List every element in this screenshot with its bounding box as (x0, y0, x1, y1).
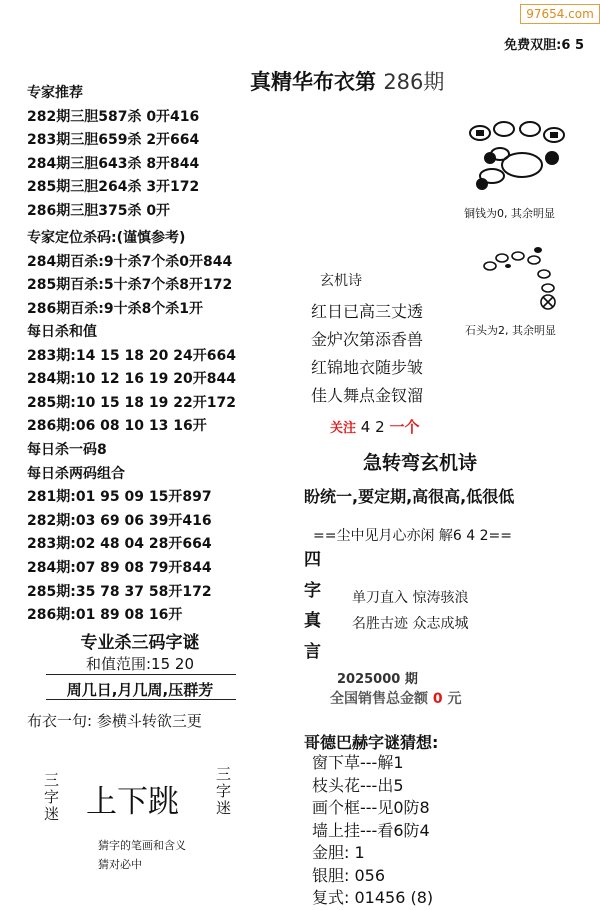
site-watermark: 97654.com (520, 4, 600, 24)
list-item: 窗下草---解1 (312, 753, 404, 772)
coin-caption: 铜钱为0, 其余明显 (464, 207, 555, 220)
focus-line (330, 416, 419, 437)
divider (46, 699, 236, 700)
list-item: 283期:02 48 04 28开664 (27, 536, 212, 553)
goebbels-heading: 哥德巴赫字谜猜想: (304, 733, 439, 752)
page-title (250, 66, 444, 96)
pro-kill-riddle: 周几日,月几周,压群芳 (66, 681, 214, 699)
list-item: 282期三胆587杀 0开416 (27, 108, 200, 125)
sum-range: 和值范围:15 20 (86, 655, 194, 673)
list-item: 283期:14 15 18 20 24开664 (27, 347, 236, 364)
goebbels-list (312, 752, 433, 910)
list-item: 286期:01 89 08 16开 (27, 607, 183, 624)
expert-heading: 专家推荐 (27, 85, 83, 101)
position-kill-heading: 专家定位杀码:(谨慎参考) (27, 230, 186, 246)
stone-drawing-icon (482, 244, 564, 312)
daily-sum-heading: 每日杀和值 (27, 324, 97, 340)
combo-count: (8) (410, 888, 434, 907)
list-item: 286期:06 08 10 13 16开 (27, 418, 207, 435)
poem-line: 金炉次第添香兽 (311, 330, 424, 349)
focus-numbers: 4 2 (360, 418, 385, 436)
sales-amount: 0 (432, 691, 443, 707)
mantra-char: 言 (304, 641, 321, 662)
riddle-note: 猜对必中 (98, 858, 142, 871)
list-item: 金胆: 1 (312, 843, 365, 862)
poem-line: 红日已高三丈透 (311, 302, 424, 321)
mantra-line: 名胜古迹 众志成城 (352, 616, 469, 632)
position-kill-section (27, 227, 232, 321)
riddle-note: 猜字的笔画和含义 (98, 839, 186, 852)
riddle-side-right: 三字迷 (216, 765, 232, 817)
divider (46, 674, 236, 675)
mantra-char: 四 (304, 550, 321, 570)
riddle-main: 上下跳 (86, 784, 179, 820)
list-item: 281期:01 95 09 15开897 (27, 489, 212, 506)
list-item: 285期百杀:5十杀7个杀8开172 (27, 277, 233, 294)
list-item: 枝头花---出5 (312, 775, 404, 795)
title-main: 真精华布衣第 (250, 70, 376, 94)
sales-label: 全国销售总金额 (330, 691, 428, 707)
combo-label: 复式: 01456 (312, 888, 406, 907)
poem-heading: 玄机诗 (320, 273, 362, 289)
pro-kill-heading: 专业杀三码字谜 (80, 633, 200, 653)
mantra-line: 单刀直入 惊涛骇浪 (352, 590, 469, 606)
mantra-char: 真 (304, 611, 321, 631)
riddle-side-left: 三字迷 (44, 771, 60, 823)
turn-line1: 盼统一,要定期,高很高,低很低 (304, 487, 515, 506)
buyi-line: 布衣一句: 参横斗转欲三更 (27, 712, 202, 730)
four-chars-label (304, 545, 321, 667)
list-item: 286期百杀:9十杀8个杀1开 (27, 300, 204, 317)
focus-label: 关注 (330, 421, 357, 436)
stone-caption: 石头为2, 其余明显 (465, 324, 556, 337)
list-item: 286期三胆375杀 0开 (27, 202, 171, 219)
list-item: 285期:35 78 37 58开172 (27, 583, 212, 600)
coin-drawing-icon (462, 118, 574, 198)
list-item: 284期:07 89 08 79开844 (27, 559, 212, 576)
sales-line (330, 688, 462, 708)
poem-line: 红锦地衣随步皱 (311, 358, 424, 377)
sales-issue: 2025000 期 (337, 672, 418, 687)
daily-two-heading: 每日杀两码组合 (27, 465, 125, 482)
list-item: 284期三胆643杀 8开844 (27, 155, 200, 172)
poem-lines (311, 298, 423, 410)
expert-section (27, 82, 199, 224)
list-item: 284期:10 12 16 19 20开844 (27, 371, 236, 388)
list-item: 285期三胆264杀 3开172 (27, 179, 200, 196)
focus-suffix: 一个 (389, 418, 420, 436)
list-item: 银胆: 056 (312, 865, 386, 885)
turn-line2: ==尘中见月心亦闲 解6 4 2== (313, 528, 512, 544)
list-item: 284期百杀:9十杀7个杀0开844 (27, 253, 233, 270)
poem-line: 佳人舞点金钗溜 (311, 386, 424, 405)
list-item: 285期:10 15 18 19 22开172 (27, 394, 236, 411)
turn-heading: 急转弯玄机诗 (363, 452, 478, 474)
list-item: 282期:03 69 06 39开416 (27, 512, 212, 529)
list-item: 283期三胆659杀 2开664 (27, 132, 200, 149)
daily-sum-section (27, 321, 236, 628)
free-double-pick: 免费双胆:6 5 (504, 38, 584, 53)
daily-one-code: 每日杀一码8 (27, 441, 107, 458)
sales-unit: 元 (447, 691, 462, 707)
four-chars-lines (352, 585, 468, 637)
mantra-char: 字 (304, 580, 321, 601)
list-item (312, 887, 433, 910)
list-item: 墙上挂---看6防4 (312, 820, 430, 840)
list-item: 画个框---见0防8 (312, 798, 430, 817)
title-issue: 286期 (383, 70, 445, 94)
